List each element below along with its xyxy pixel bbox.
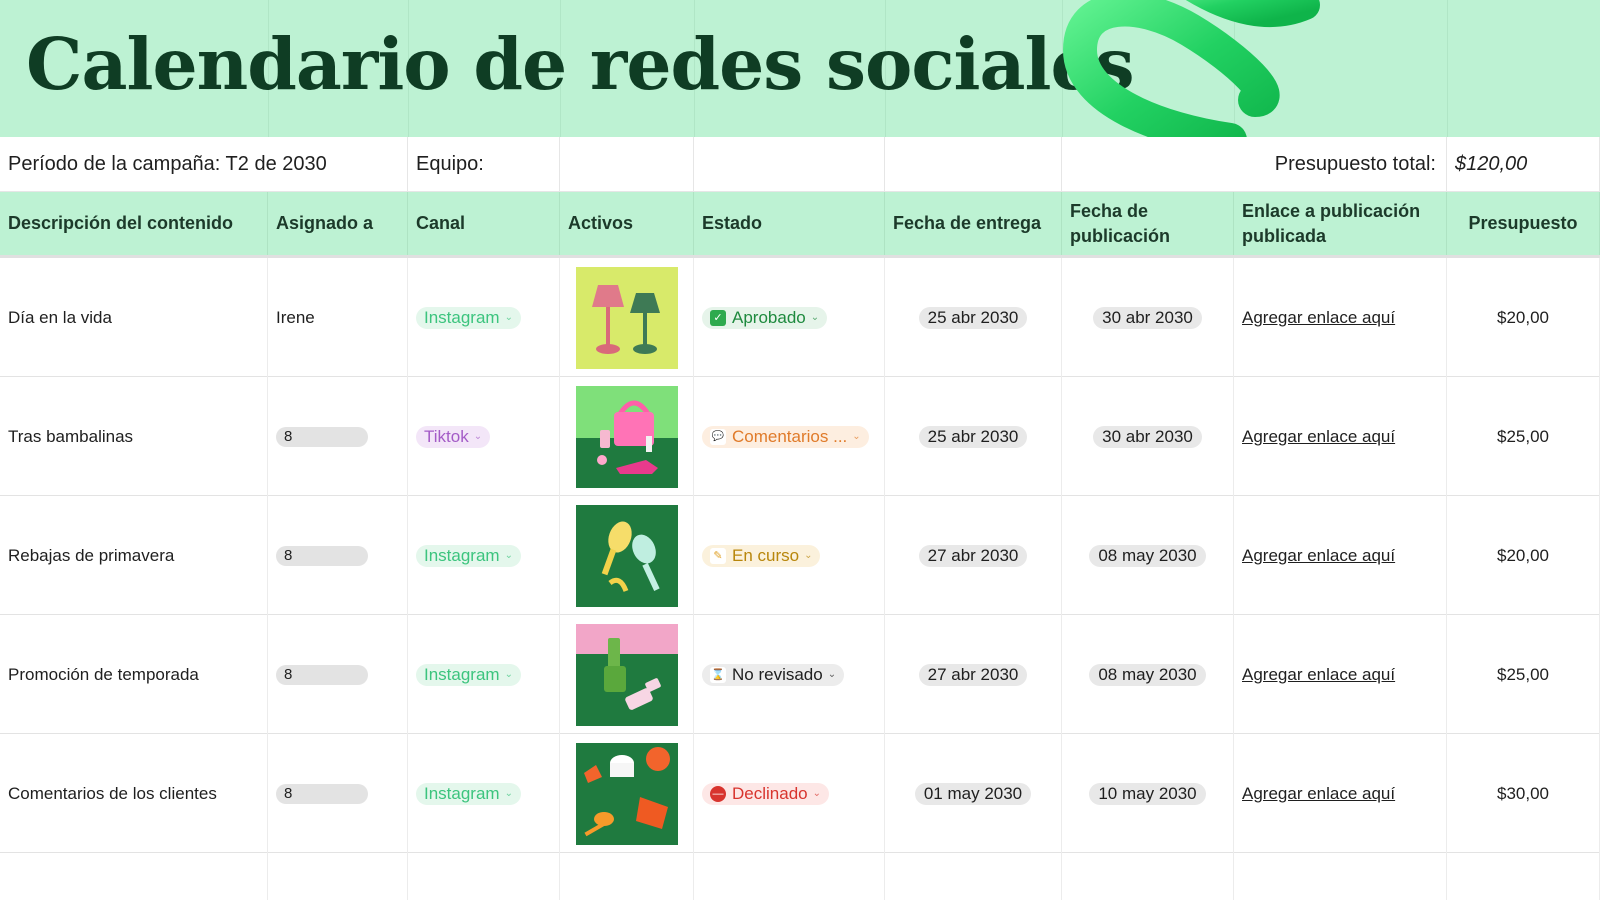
chevron-down-icon: ⌄ xyxy=(504,669,513,680)
status-select[interactable] xyxy=(702,545,820,567)
header-published-link[interactable]: Enlace a publicación publicada xyxy=(1234,192,1447,255)
table-row xyxy=(0,377,1600,496)
status-label: Aprobado xyxy=(732,307,806,327)
empty-cell xyxy=(694,137,885,192)
add-link[interactable]: Agregar enlace aquí xyxy=(1242,426,1396,446)
publish-date[interactable]: 08 may 2030 xyxy=(1089,664,1205,686)
channel-select[interactable] xyxy=(416,307,521,329)
kitchenware-photo-icon[interactable] xyxy=(576,743,678,845)
publish-date[interactable]: 30 abr 2030 xyxy=(1093,307,1202,329)
empty-cell[interactable] xyxy=(408,853,560,900)
channel-select[interactable] xyxy=(416,545,521,567)
status-cell[interactable] xyxy=(694,734,885,853)
status-label: Comentarios ... xyxy=(732,426,848,446)
delivery-date-cell[interactable] xyxy=(885,496,1062,615)
status-cell[interactable] xyxy=(694,258,885,377)
assets-cell[interactable] xyxy=(560,734,694,853)
link-cell[interactable] xyxy=(1234,734,1447,853)
assets-cell[interactable] xyxy=(560,377,694,496)
chevron-down-icon: ⌄ xyxy=(812,788,821,799)
header-channel[interactable]: Canal xyxy=(408,192,560,255)
table-row xyxy=(0,258,1600,377)
empty-cell[interactable] xyxy=(885,853,1062,900)
channel-select[interactable] xyxy=(416,664,521,686)
header-budget[interactable]: Presupuesto xyxy=(1447,192,1600,255)
green-swirl-decoration-icon xyxy=(1050,0,1330,137)
add-link[interactable]: Agregar enlace aquí xyxy=(1242,783,1396,803)
table-header xyxy=(0,192,1600,258)
publish-date[interactable]: 08 may 2030 xyxy=(1089,545,1205,567)
handbag-photo-icon[interactable] xyxy=(576,386,678,488)
table-row xyxy=(0,615,1600,734)
delivery-date-cell[interactable] xyxy=(885,615,1062,734)
assignee-chip[interactable]: 8 xyxy=(276,546,368,566)
chevron-down-icon: ⌄ xyxy=(852,431,861,442)
speech-bubble-icon: 💬 xyxy=(710,429,726,445)
channel-cell[interactable] xyxy=(408,615,560,734)
chevron-down-icon: ⌄ xyxy=(504,550,513,561)
chevron-down-icon: ⌄ xyxy=(810,312,820,323)
status-cell[interactable] xyxy=(694,615,885,734)
assigned-cell[interactable] xyxy=(268,496,408,615)
publish-date-cell[interactable] xyxy=(1062,258,1234,377)
campaign-meta-row xyxy=(0,137,1600,192)
link-cell[interactable] xyxy=(1234,615,1447,734)
content-description[interactable]: Tras bambalinas xyxy=(0,377,268,496)
status-cell[interactable] xyxy=(694,377,885,496)
content-description[interactable]: Día en la vida xyxy=(0,258,268,377)
channel-cell[interactable] xyxy=(408,734,560,853)
add-link[interactable]: Agregar enlace aquí xyxy=(1242,545,1396,565)
header-assigned[interactable]: Asignado a xyxy=(268,192,408,255)
delivery-date[interactable]: 25 abr 2030 xyxy=(919,426,1028,448)
header-status[interactable]: Estado xyxy=(694,192,885,255)
page-title: Calendario de redes sociales xyxy=(26,22,1134,106)
assigned-cell[interactable] xyxy=(268,258,408,377)
team-label: Equipo: xyxy=(408,137,560,192)
hairbrush-photo-icon[interactable] xyxy=(576,505,678,607)
add-link[interactable]: Agregar enlace aquí xyxy=(1242,307,1396,327)
empty-cell[interactable] xyxy=(1062,853,1234,900)
table-row-empty xyxy=(0,853,1600,900)
publish-date[interactable]: 10 may 2030 xyxy=(1089,783,1205,805)
empty-cell xyxy=(885,137,1062,192)
no-entry-icon: — xyxy=(710,786,726,802)
budget-cell[interactable]: $25,00 xyxy=(1447,615,1600,734)
total-budget-label: Presupuesto total: xyxy=(1062,137,1447,192)
channel-select[interactable] xyxy=(416,783,521,805)
content-description[interactable]: Promoción de temporada xyxy=(0,615,268,734)
empty-cell[interactable] xyxy=(560,853,694,900)
budget-cell[interactable]: $30,00 xyxy=(1447,734,1600,853)
delivery-date-cell[interactable] xyxy=(885,258,1062,377)
channel-label: Instagram xyxy=(424,545,500,565)
status-label: En curso xyxy=(732,545,800,565)
header-publish-date[interactable]: Fecha de publicación xyxy=(1062,192,1234,255)
empty-cell[interactable] xyxy=(694,853,885,900)
budget-cell[interactable]: $20,00 xyxy=(1447,496,1600,615)
total-budget-value: $120,00 xyxy=(1447,137,1600,192)
empty-cell[interactable] xyxy=(1234,853,1447,900)
divider xyxy=(1447,0,1448,137)
assets-cell[interactable] xyxy=(560,615,694,734)
channel-label: Instagram xyxy=(424,307,500,327)
delivery-date-cell[interactable] xyxy=(885,734,1062,853)
campaign-period: Período de la campaña: T2 de 2030 xyxy=(0,137,408,192)
empty-cell[interactable] xyxy=(1447,853,1600,900)
channel-label: Instagram xyxy=(424,664,500,684)
delivery-date-cell[interactable] xyxy=(885,377,1062,496)
budget-cell[interactable]: $25,00 xyxy=(1447,377,1600,496)
table-row xyxy=(0,734,1600,853)
status-cell[interactable] xyxy=(694,496,885,615)
status-label: No revisado xyxy=(732,664,823,684)
chevron-down-icon: ⌄ xyxy=(827,669,837,680)
budget-cell[interactable]: $20,00 xyxy=(1447,258,1600,377)
assigned-cell[interactable] xyxy=(268,377,408,496)
lamps-photo-icon[interactable] xyxy=(576,267,678,369)
status-select[interactable] xyxy=(702,664,844,686)
empty-cell[interactable] xyxy=(0,853,268,900)
delivery-date[interactable]: 27 abr 2030 xyxy=(919,545,1028,567)
add-link[interactable]: Agregar enlace aquí xyxy=(1242,664,1396,684)
publish-date-cell[interactable] xyxy=(1062,377,1234,496)
team-field[interactable] xyxy=(560,137,694,192)
check-icon: ✓ xyxy=(710,310,726,326)
header-assets[interactable]: Activos xyxy=(560,192,694,255)
assignee-name[interactable]: Irene xyxy=(276,307,315,327)
assigned-cell[interactable] xyxy=(268,734,408,853)
assets-cell[interactable] xyxy=(560,496,694,615)
nail-polish-photo-icon[interactable] xyxy=(576,624,678,726)
channel-cell[interactable] xyxy=(408,377,560,496)
assets-cell[interactable] xyxy=(560,258,694,377)
channel-label: Tiktok xyxy=(424,426,469,446)
chevron-down-icon: ⌄ xyxy=(504,788,513,799)
assignee-chip[interactable]: 8 xyxy=(276,427,368,447)
status-select[interactable] xyxy=(702,426,869,448)
status-label: Declinado xyxy=(732,783,808,803)
delivery-date[interactable]: 25 abr 2030 xyxy=(919,307,1028,329)
pencil-icon: ✎ xyxy=(710,548,726,564)
publish-date-cell[interactable] xyxy=(1062,615,1234,734)
chevron-down-icon: ⌄ xyxy=(473,431,483,442)
status-select[interactable] xyxy=(702,307,827,329)
header-delivery-date[interactable]: Fecha de entrega xyxy=(885,192,1062,255)
header-description[interactable]: Descripción del contenido xyxy=(0,192,268,255)
content-description[interactable]: Rebajas de primavera xyxy=(0,496,268,615)
chevron-down-icon: ⌄ xyxy=(804,550,813,561)
table-row xyxy=(0,496,1600,615)
assignee-chip[interactable]: 8 xyxy=(276,665,368,685)
link-cell[interactable] xyxy=(1234,258,1447,377)
assignee-chip[interactable]: 8 xyxy=(276,784,368,804)
publish-date-cell[interactable] xyxy=(1062,734,1234,853)
delivery-date[interactable]: 27 abr 2030 xyxy=(919,664,1028,686)
channel-select[interactable] xyxy=(416,426,490,448)
assigned-cell[interactable] xyxy=(268,615,408,734)
channel-label: Instagram xyxy=(424,783,500,803)
page-banner xyxy=(0,0,1600,137)
channel-cell[interactable] xyxy=(408,496,560,615)
link-cell[interactable] xyxy=(1234,496,1447,615)
delivery-date[interactable]: 01 may 2030 xyxy=(915,783,1031,805)
publish-date-cell[interactable] xyxy=(1062,496,1234,615)
link-cell[interactable] xyxy=(1234,377,1447,496)
hourglass-icon: ⌛ xyxy=(710,667,726,683)
channel-cell[interactable] xyxy=(408,258,560,377)
chevron-down-icon: ⌄ xyxy=(504,312,513,323)
publish-date[interactable]: 30 abr 2030 xyxy=(1093,426,1202,448)
content-description[interactable]: Comentarios de los clientes xyxy=(0,734,268,853)
empty-cell[interactable] xyxy=(268,853,408,900)
status-select[interactable] xyxy=(702,783,829,805)
